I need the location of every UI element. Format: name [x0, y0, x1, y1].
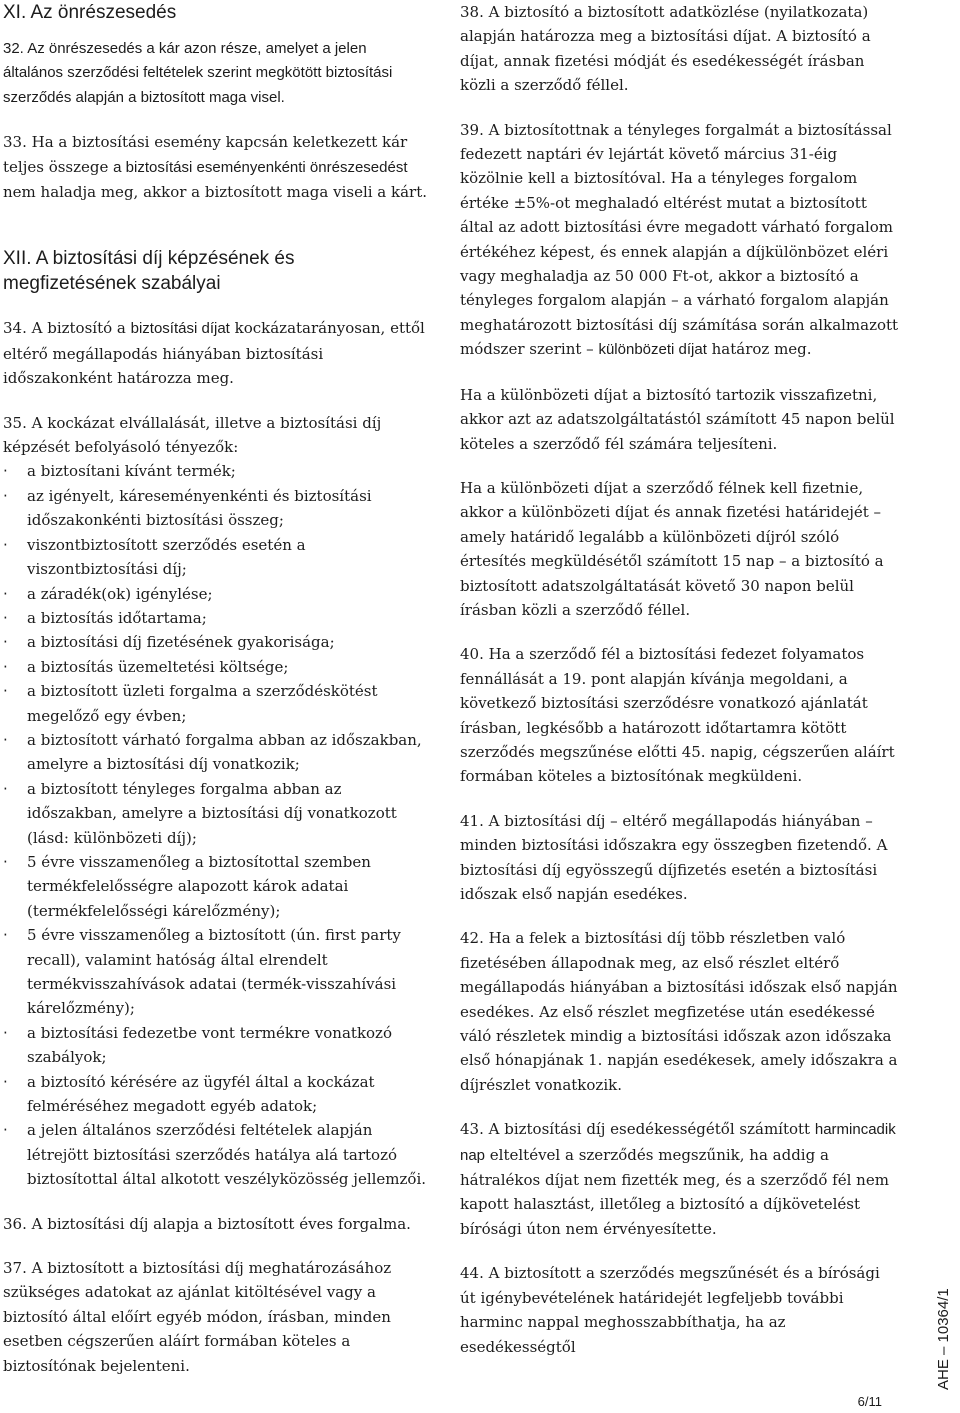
list-item: · az igényelt, káreseményenkénti és biztosítási időszakonkénti biztosítási összeg;: [3, 484, 428, 533]
paragraph-44: 44. A biztosított a szerződés megszűnését és a bírósági út igénybevételének határidejét legfeljebb további harminc nappal meghosszabbíthatja, ha az esedékességtől: [460, 1264, 880, 1356]
paragraph-39-text-end: határoz meg.: [706, 340, 812, 359]
list-item: · a biztosítási díj fizetésének gyakorisága;: [3, 630, 428, 654]
section-title-xii: XII. A biztosítási díj képzésének és megfizetésének szabályai: [3, 248, 295, 295]
right-column: [460, 0, 900, 1359]
left-column: [3, 0, 428, 1378]
paragraph-39-highlight: különbözeti díjat: [598, 341, 707, 359]
list-item: · a jelen általános szerződési feltételek alapján létrejött biztosítási szerződés hatálya alá tartozó biztosítottal által alkotott veszélyközösség jellemzői.: [3, 1118, 428, 1191]
document-code: AHE – 10364/1: [935, 1288, 952, 1390]
list-item: · a biztosítási fedezetbe vont termékre vonatkozó szabályok;: [3, 1021, 428, 1070]
paragraph-42: 42. Ha a felek a biztosítási díj több részletben való fizetésében állapodnak meg, az első részlet eltérő megállapodás hiányában a biztosítási időszak első napján esedékes. Az első részlet megfizetése után esedékessé váló részletek mindig a biztosítási időszak azon időszaka első hónapjának 1. napján esedékesek, amely időszakra a díjrészlet vonatkozik.: [460, 929, 898, 1094]
paragraph-34-highlight: biztosítási díjat: [130, 320, 230, 338]
paragraph-39-refund: Ha a különbözeti díjat a biztosító tartozik visszafizetni, akkor azt az adatszolgáltatástól számított 45 napon belül köteles a szerződő fél számára teljesíteni.: [460, 385, 895, 453]
list-item: · a biztosított várható forgalma abban az időszakban, amelyre a biztosítási díj vonatkozik;: [3, 728, 428, 777]
list-item: · a biztosított üzleti forgalma a szerződéskötést megelőző egy évben;: [3, 679, 428, 728]
list-item: · a biztosítani kívánt termék;: [3, 459, 428, 483]
list-item: · a biztosított tényleges forgalma abban az időszakban, amelyre a biztosítási díj vonatkozott (lásd: különbözeti díj);: [3, 777, 428, 850]
page-number: 6/11: [857, 1394, 882, 1409]
list-item: · viszontbiztosított szerződés esetén a viszontbiztosítási díj;: [3, 533, 428, 582]
paragraph-32: 32. Az önrészesedés a kár azon része, amelyet a jelen általános szerződési feltételek szerint megkötött biztosítási szerződés alapján a biztosított maga visel.: [3, 40, 393, 106]
paragraph-33: [3, 130, 428, 204]
paragraph-33-text: 33. Ha a biztosítási esemény kapcsán keletkezett kár teljes összege: [3, 133, 408, 176]
paragraph-43-text-end: elteltével a szerződés megszűnik, ha addig a hátralékos díjat nem fizették meg, és a szerződő fél nem kapott halasztást, illetőleg a biztosító a díjkövetelést bírósági úton nem érvényesítette.: [460, 1145, 889, 1238]
paragraph-34-text: 34. A biztosító a: [3, 319, 131, 338]
paragraph-33-text-end: nem haladja meg, akkor a biztosított maga viseli a kárt.: [3, 183, 428, 202]
paragraph-36: 36. A biztosítási díj alapja a biztosított éves forgalma.: [3, 1214, 411, 1233]
paragraph-38: 38. A biztosító a biztosított adatközlése (nyilatkozata) alapján határozza meg a biztosítási díjat. A biztosító a díjat, annak fizetési módját és esedékességét írásban közli a szerződő féllel.: [460, 3, 871, 95]
paragraph-41: 41. A biztosítási díj – eltérő megállapodás hiányában – minden biztosítási időszakra egy összegben fizetendő. A biztosítási díj egyösszegű díjfizetés esetén a biztosítási időszak első napján esedékes.: [460, 811, 888, 903]
paragraph-33-highlight: a biztosítási eseményenkénti önrészesedést: [113, 158, 408, 176]
paragraph-34: [3, 316, 428, 390]
list-item: · a biztosítás időtartama;: [3, 606, 428, 630]
list-item: · a biztosító kérésére az ügyfél által a kockázat felméréséhez megadott egyéb adatok;: [3, 1070, 428, 1119]
paragraph-39: [460, 118, 900, 363]
paragraph-40: 40. Ha a szerződő fél a biztosítási fedezet folyamatos fennállását a 19. pont alapján kívánja megoldani, a következő biztosítási szerződésre vonatkozó ajánlatát írásban, legkésőbb a határozott időtartamra kötött szerződés megszűnése előtti 45. napig, cégszerűen aláírt formában köteles a biztosítónak megküldeni.: [460, 645, 895, 786]
list-item: · 5 évre visszamenőleg a biztosítottal szemben termékfelelősségre alapozott károk adatai (termékfelelősségi kárelőzmény);: [3, 850, 428, 923]
list-item: · a záradék(ok) igénylése;: [3, 582, 428, 606]
section-title-xi: XI. Az önrészesedés: [3, 2, 177, 23]
paragraph-43-text: 43. A biztosítási díj esedékességétől számított: [460, 1120, 815, 1139]
paragraph-34-text-end: kockázatarányosan, ettől eltérő megállapodás hiányában biztosítási időszakonként határozza meg.: [3, 319, 425, 388]
list-item: · a biztosítás üzemeltetési költsége;: [3, 655, 428, 679]
paragraph-43-highlight: harmincadik nap: [460, 1121, 896, 1164]
paragraph-35-intro: 35. A kockázat elvállalását, illetve a biztosítási díj képzését befolyásoló tényezők:: [3, 413, 382, 457]
paragraph-39-payment: Ha a különbözeti díjat a szerződő félnek kell fizetnie, akkor a különbözeti díjat és annak fizetési határidejét – amely határidő legalább a különbözeti díjról szóló értesítés megküldésétől számított 15 nap – a biztosító a biztosított adatszolgáltatását követő 30 napon belül írásban közli a szerződő féllel.: [460, 478, 884, 619]
list-item: · 5 évre visszamenőleg a biztosított (ún. first party recall), valamint hatóság által elrendelt termékvisszahívások adatai (termék-visszahívási kárelőzmény);: [3, 923, 428, 1021]
paragraph-43: [460, 1117, 900, 1241]
paragraph-39-text: 39. A biztosítottnak a tényleges forgalmát a biztosítással fedezett naptári év lejártát követő március 31-éig közölnie kell a biztosítóval. Ha a tényleges forgalom értéke ±5%-ot meghaladó eltérést mutat a biztosított által az adott biztosítási évre megadott várható forgalom értékéhez képest, és ennek alapján a díjkülönbözet eléri vagy meghaladja az 50 000 Ft-ot, akkor a biztosító a tényleges forgalom alapján – a várható forgalom alapján meghatározott biztosítási díj számítása során alkalmazott módszer szerint –: [460, 120, 899, 359]
factor-list: [3, 459, 428, 1191]
paragraph-37: 37. A biztosított a biztosítási díj meghatározásához szükséges adatokat az ajánlat kitöltésével vagy a biztosító által előírt egyéb módon, írásban, minden esetben cégszerűen aláírt formában köteles a biztosítónak bejelenteni.: [3, 1259, 392, 1375]
